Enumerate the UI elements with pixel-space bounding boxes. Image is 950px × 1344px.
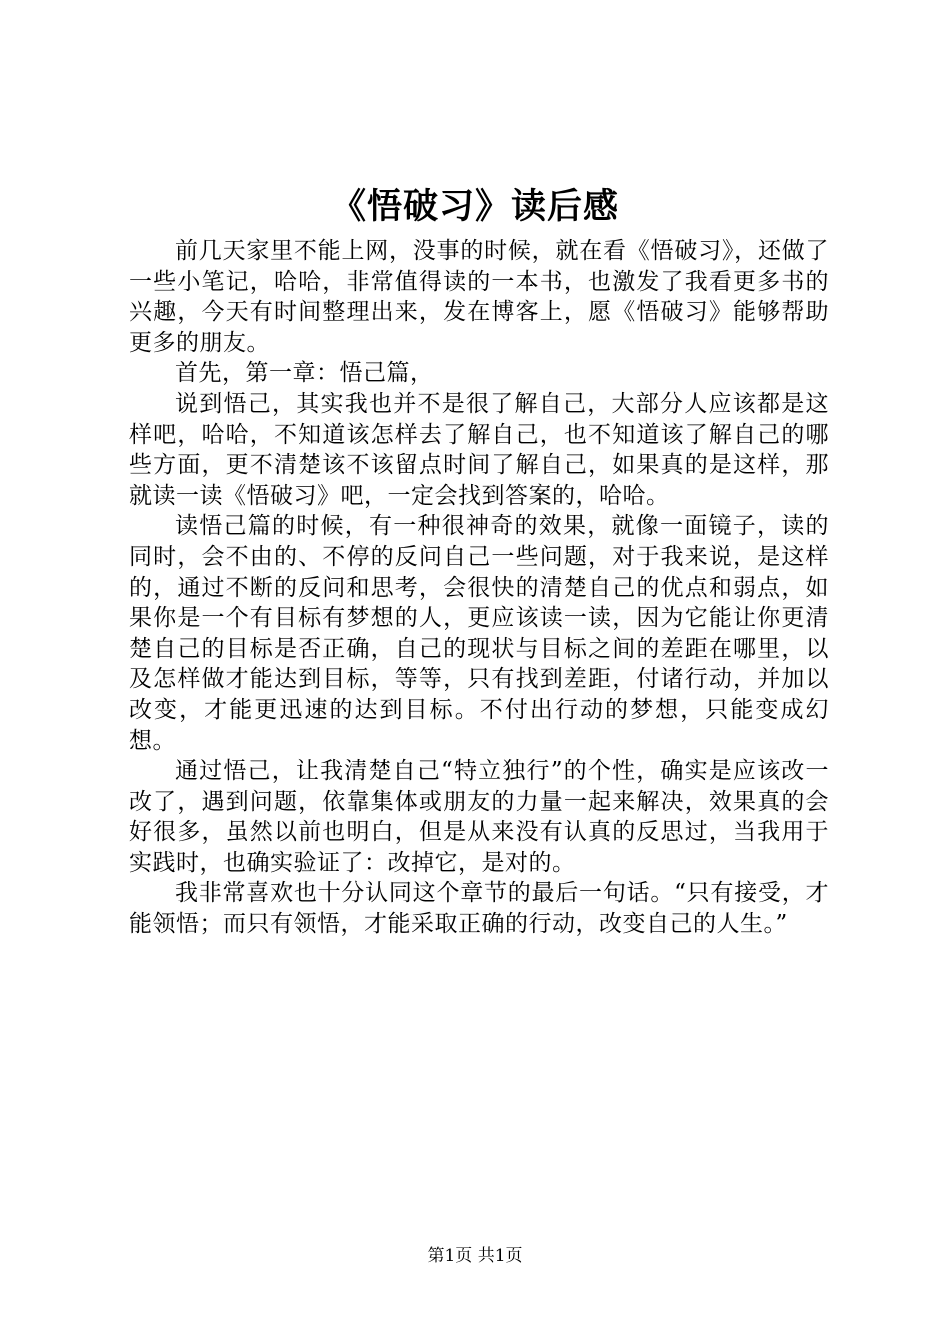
paragraph-6: 我非常喜欢也十分认同这个章节的最后一句话。“只有接受，才能领悟；而只有领悟，才能采取正确的行动，改变自己的人生。”	[129, 880, 829, 938]
paragraph-1: 前几天家里不能上网，没事的时候，就在看《悟破习》，还做了一些小笔记，哈哈，非常值得读的一本书，也激发了我看更多书的兴趣，今天有时间整理出来，发在博客上，愿《悟破习》能够帮助更多的朋友。	[129, 238, 829, 356]
paragraph-3: 说到悟己，其实我也并不是很了解自己，大部分人应该都是这样吧，哈哈，不知道该怎样去了解自己，也不知道该了解自己的哪些方面，更不清楚该不该留点时间了解自己，如果真的是这样，那就读一读《悟破习》吧，一定会找到答案的，哈哈。	[129, 390, 829, 509]
paragraph-5: 通过悟己，让我清楚自己“特立独行”的个性，确实是应该改一改了，遇到问题，依靠集体或朋友的力量一起来解决，效果真的会好很多，虽然以前也明白，但是从来没有认真的反思过，当我用于实践时，也确实验证了：改掉它，是对的。	[129, 758, 829, 876]
page-footer: 第1页 共1页	[427, 1246, 523, 1266]
paragraph-4: 读悟己篇的时候，有一种很神奇的效果，就像一面镜子，读的同时，会不由的、不停的反问自己一些问题，对于我来说，是这样的，通过不断的反问和思考，会很快的清楚自己的优点和弱点，如果你是一个有目标有梦想的人，更应该读一读，因为它能让你更清楚自己的目标是否正确，自己的现状与目标之间的差距在哪里，以及怎样做才能达到目标，等等，只有找到差距，付诸行动，并加以改变，才能更迅速的达到目标。不付出行动的梦想，只能变成幻想。	[129, 513, 829, 754]
paragraph-2: 首先，第一章：悟己篇，	[175, 360, 434, 387]
document-body	[129, 236, 829, 940]
document-title: 《悟破习》读后感	[330, 186, 619, 227]
